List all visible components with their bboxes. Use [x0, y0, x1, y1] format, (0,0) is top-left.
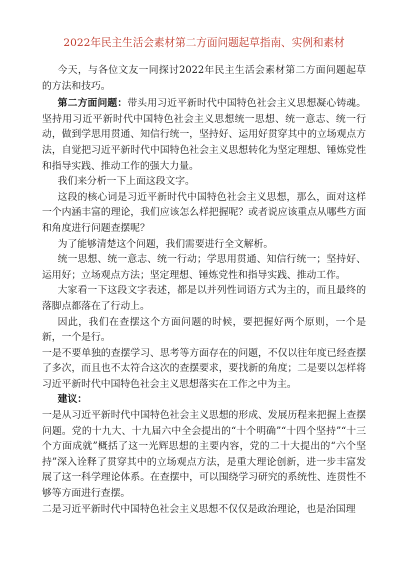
two-principles-paragraph: 因此，我们在查摆这个方面问题的时候，要把握好两个原则，一个是新，一个是行。 [42, 316, 366, 344]
second-aspect-heading: 第二方面问题： [57, 98, 128, 110]
full-text-analysis-paragraph: 为了能够清楚这个问题，我们需要进行全文解析。 [57, 238, 274, 250]
suggestion-two-paragraph: 二是习近平新时代中国特色社会主义思想不仅仅是政治理论，也是治国理 [42, 503, 356, 515]
second-aspect-paragraph [42, 96, 366, 174]
core-word-paragraph: 这段的核心词是习近平新时代中国特色社会主义思想，那么，面对这样一个内涵丰富的理论，我们应该怎么样把握呢？或者说应该重点从哪些方面和角度进行问题查摆呢？ [42, 191, 366, 234]
second-aspect-text: 带头用习近平新时代中国特色社会主义思想凝心铸魂。坚持用习近平新时代中国特色社会主义思想统一思想、统一意志、统一行动，做到学思用贯通、知信行统一，坚持好、运用好贯穿其中的立场观点方法，自觉把习近平新时代中国特色社会主义思想转化为坚定理想、锤炼党性和指导实践、推动工作的强大力量。 [42, 98, 367, 172]
principle-one-paragraph: 一是不要单独的查摆学习、思考等方面存在的问题，不仅以往年度已经查摆了多次，而且也不太符合这次的查摆要求，要找新的角度；二是要以怎样将习近平新时代中国特色社会主义思想落实在工作之中为主。 [42, 347, 366, 390]
expression-analysis-paragraph: 大家看一下这段文字表述，都是以并列性词语方式为主的，而且最终的落脚点都落在了行动上。 [42, 285, 366, 312]
analysis-intro-paragraph: 我们来分析一下上面这段文字。 [57, 176, 195, 188]
intro-paragraph: 今天，与各位文友一同探讨2022年民主生活会素材第二方面问题起草的方法和技巧。 [42, 65, 366, 92]
parallel-phrases-paragraph: 统一思想、统一意志、统一行动；学思用贯通、知信行统一；坚持好、运用好；立场观点方法；坚定理想、锤炼党性和指导实践、推动工作。 [42, 254, 366, 281]
suggestion-one-paragraph: 一是从习近平新时代中国特色社会主义思想的形成、发展历程来把握上查摆问题。党的十九大、十九届六中全会提出的“十个明确”“十四个坚持”“十三个方面成就”概括了这一光辉思想的主要内容，党的二十大提出的“六个坚持”深入诠释了贯穿其中的立场观点方法，是重大理论创新，进一步丰富发展了这一科学理论体系。在查摆中，可以围绕学习研究的系统性、连贯性不够等方面进行查摆。 [42, 410, 366, 500]
suggestion-label: 建议： [57, 394, 88, 406]
document-title: 2022年民主生活会素材第二方面问题起草指南、实例和素材 [63, 37, 345, 49]
